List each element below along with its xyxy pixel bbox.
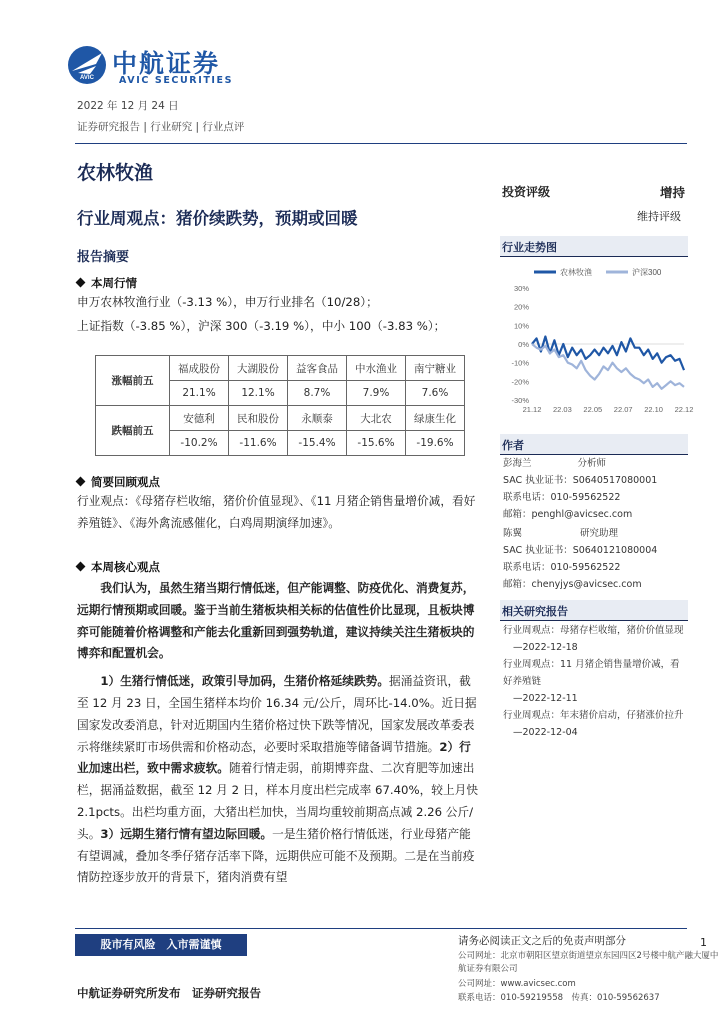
y-tick-label-1: 30% bbox=[513, 284, 529, 293]
y-tick-label-5: -10% bbox=[511, 358, 529, 368]
down-value-3: -15.4% bbox=[288, 431, 347, 456]
related-report-3-date: —2022-12-04 bbox=[513, 727, 578, 738]
header-divider bbox=[75, 143, 687, 144]
core-heading: 本周核心观点 bbox=[77, 559, 160, 575]
y-tick-label-4: 0% bbox=[518, 340, 529, 349]
down-label: 跌幅前五 bbox=[96, 406, 170, 456]
down-name-4: 大北农 bbox=[347, 406, 406, 431]
series-line-1 bbox=[532, 337, 684, 371]
author-1-name: 彭海兰 bbox=[503, 458, 532, 469]
core-body bbox=[77, 578, 482, 889]
point-3-text: 一是生猪价格行情低迷，行业母猪产能有望调减，叠加冬季仔猪存活率下降，远期供应可能不及预期。二是在当前疫情防控逐步放开的背景下，猪肉消费有望 bbox=[77, 826, 475, 885]
diamond-bullet-icon bbox=[76, 477, 86, 487]
related-report-2[interactable]: 行业周观点：11 月猪企销售量增价减，看好养殖链 bbox=[503, 659, 680, 687]
footer-website[interactable]: 公司网址：www.avicsec.com bbox=[458, 979, 576, 989]
point-1-title: 1）生猪行情低迷，政策引导加码，生猪价格延续跌势。 bbox=[100, 674, 390, 689]
risk-notice: 股市有风险 入市需谨慎 bbox=[75, 934, 247, 956]
related-report-1-date: —2022-12-18 bbox=[513, 642, 578, 653]
author-2-phone: 联系电话：010-59562522 bbox=[503, 562, 621, 573]
x-tick-label-6: 22.12 bbox=[674, 405, 694, 414]
y-tick-label-2: 20% bbox=[513, 302, 529, 312]
review-text: 行业观点：《母猪存栏收缩，猪价价值显现》、《11 月猪企销售量增价减，看好养殖链》、《海外禽流感催化，白鸡周期演绎加速》。 bbox=[77, 494, 476, 530]
authors-heading: 作者 bbox=[502, 439, 524, 452]
up-value-5: 7.6% bbox=[406, 381, 465, 406]
author-1 bbox=[503, 455, 687, 523]
logo-en: AVIC SECURITIES bbox=[119, 75, 234, 86]
up-name-2: 大湖股份 bbox=[229, 356, 288, 381]
up-value-4: 7.9% bbox=[347, 381, 406, 406]
related-report-1[interactable]: 行业周观点：母猪存栏收缩，猪价价值显现 bbox=[503, 625, 684, 636]
footer-contact: 联系电话：010-59219558 传真：010-59562637 bbox=[458, 993, 660, 1003]
market-line1: 申万农林牧渔行业（-3.13 %），申万行业排名（10/28）； bbox=[77, 295, 378, 309]
legend-label-1: 农林牧渔 bbox=[560, 268, 592, 277]
related-heading-rule bbox=[500, 620, 688, 621]
chart-heading-rule bbox=[500, 256, 688, 257]
down-value-2: -11.6% bbox=[229, 431, 288, 456]
core-paragraph-2 bbox=[77, 671, 482, 889]
related-report-2-date: —2022-12-11 bbox=[513, 693, 578, 704]
diamond-bullet-icon bbox=[76, 278, 86, 288]
author-2-name: 陈翼 bbox=[503, 528, 523, 539]
up-name-4: 中水渔业 bbox=[347, 356, 406, 381]
x-tick-label-3: 22.05 bbox=[583, 405, 603, 414]
up-name-5: 南宁糖业 bbox=[406, 356, 465, 381]
footer-divider bbox=[75, 928, 687, 929]
x-tick-label-1: 21.12 bbox=[522, 405, 542, 414]
author-1-sac: SAC 执业证书：S0640517080001 bbox=[503, 475, 658, 486]
summary-label: 报告摘要 bbox=[77, 250, 130, 265]
market-heading: 本周行情 bbox=[77, 275, 137, 291]
author-2-role: 研究助理 bbox=[580, 528, 619, 539]
x-tick-label-5: 22.10 bbox=[644, 405, 663, 414]
up-value-2: 12.1% bbox=[229, 381, 288, 406]
rating-value: 增持 bbox=[660, 185, 686, 200]
publisher: 中航证券研究所发布 证券研究报告 bbox=[77, 986, 261, 1000]
author-2-email[interactable]: 邮箱：chenyjys@avicsec.com bbox=[503, 579, 642, 590]
author-2-sac: SAC 执业证书：S0640121080004 bbox=[503, 545, 658, 556]
headline: 行业周观点：猪价续跌势，预期或回暖 bbox=[77, 209, 358, 228]
logo-mark-text: AVIC bbox=[80, 75, 94, 81]
market-line2: 上证指数（-3.85 %），沪深 300（-3.19 %），中小 100（-3.83 %）； bbox=[77, 319, 446, 333]
related-heading: 相关研究报告 bbox=[502, 605, 568, 618]
point-3-title: 3）远期生猪行情有望边际回暖。 bbox=[100, 826, 273, 841]
related-report-3[interactable]: 行业周观点：年末猪价启动，仔猪涨价拉升 bbox=[503, 710, 684, 721]
x-tick-label-2: 22.03 bbox=[553, 405, 572, 414]
y-tick-label-7: -30% bbox=[511, 396, 529, 405]
legend-label-2: 沪深300 bbox=[632, 268, 662, 277]
down-name-1: 安德利 bbox=[170, 406, 229, 431]
author-1-phone: 联系电话：010-59562522 bbox=[503, 492, 621, 503]
up-name-3: 益客食品 bbox=[288, 356, 347, 381]
footer-address-2: 航证券有限公司 bbox=[458, 964, 518, 974]
rating-label: 投资评级 bbox=[502, 185, 551, 199]
author-2 bbox=[503, 525, 687, 593]
y-tick-label-3: 10% bbox=[513, 321, 529, 331]
author-1-email[interactable]: 邮箱：penghl@avicsec.com bbox=[503, 509, 633, 520]
point-2-text: 随着行情走弱，前期博弈盘、二次育肥等加速出栏，据涌益数据，截至 12 月 2 日，样本月度出栏完成率 67.40%，较上月快 2.1pcts。出栏均重方面，大猪出栏加快，当周均重较前期高点减 2.26 公斤/头。 bbox=[77, 761, 479, 841]
left-margin bbox=[0, 0, 68, 1024]
logo-cn: 中航证券 bbox=[112, 49, 221, 78]
up-label: 涨幅前五 bbox=[96, 356, 170, 406]
up-value-3: 8.7% bbox=[288, 381, 347, 406]
industry-title: 农林牧渔 bbox=[77, 162, 154, 184]
review-heading: 简要回顾观点 bbox=[77, 474, 160, 490]
related-list bbox=[503, 622, 687, 741]
rating-sub: 维持评级 bbox=[637, 210, 681, 223]
point-2-title: 2）行业加速出栏，致中需求疲软。 bbox=[77, 739, 471, 776]
down-name-3: 永顺泰 bbox=[288, 406, 347, 431]
core-paragraph-1: 我们认为，虽然生猪当期行情低迷，但产能调整、防疫优化、消费复苏，远期行情预期或回暖。鉴于当前生猪板块相关标的估值性价比显现，且板块博弈可能随着价格调整和产能去化重新回到强势轨道，建议持续关注生猪板块的博弈和配置机会。 bbox=[77, 581, 475, 661]
disclaimer-notice: 请务必阅读正文之后的免责声明部分 bbox=[458, 935, 626, 947]
diamond-bullet-icon bbox=[76, 562, 86, 572]
movers-table bbox=[95, 355, 465, 456]
point-1-text: 据涌益资讯，截至 12 月 23 日，全国生猪样本均价 16.34 元/公斤，周环比-14.0%。近日据国家发改委消息，针对近期国内生猪价格过快下跌等情况，国家发展改革委表示将继续紧盯市场供需和价格动态，必要时采取措施等储备调节措施。 bbox=[77, 674, 477, 754]
down-value-4: -15.6% bbox=[347, 431, 406, 456]
author-1-role: 分析师 bbox=[577, 458, 607, 469]
down-value-1: -10.2% bbox=[170, 431, 229, 456]
chart-heading: 行业走势图 bbox=[502, 241, 557, 254]
up-value-1: 21.1% bbox=[170, 381, 229, 406]
avic-logo-icon bbox=[66, 44, 108, 86]
up-name-1: 福成股份 bbox=[170, 356, 229, 381]
report-date: 2022 年 12 月 24 日 bbox=[77, 100, 179, 112]
page-number: 1 bbox=[700, 936, 707, 949]
footer-address-1: 公司网址：北京市朝阳区望京街道望京东园四区2号楼中航产融大厦中 bbox=[458, 951, 719, 961]
trend-chart bbox=[500, 262, 694, 422]
x-tick-label-4: 22.07 bbox=[613, 405, 633, 414]
down-name-5: 绿康生化 bbox=[406, 406, 465, 431]
down-value-5: -19.6% bbox=[406, 431, 465, 456]
y-tick-label-6: -20% bbox=[511, 377, 529, 387]
authors-heading-box bbox=[500, 434, 688, 454]
down-name-2: 民和股份 bbox=[229, 406, 288, 431]
series-line-2 bbox=[532, 344, 684, 389]
report-type: 证券研究报告 | 行业研究 | 行业点评 bbox=[77, 121, 245, 133]
